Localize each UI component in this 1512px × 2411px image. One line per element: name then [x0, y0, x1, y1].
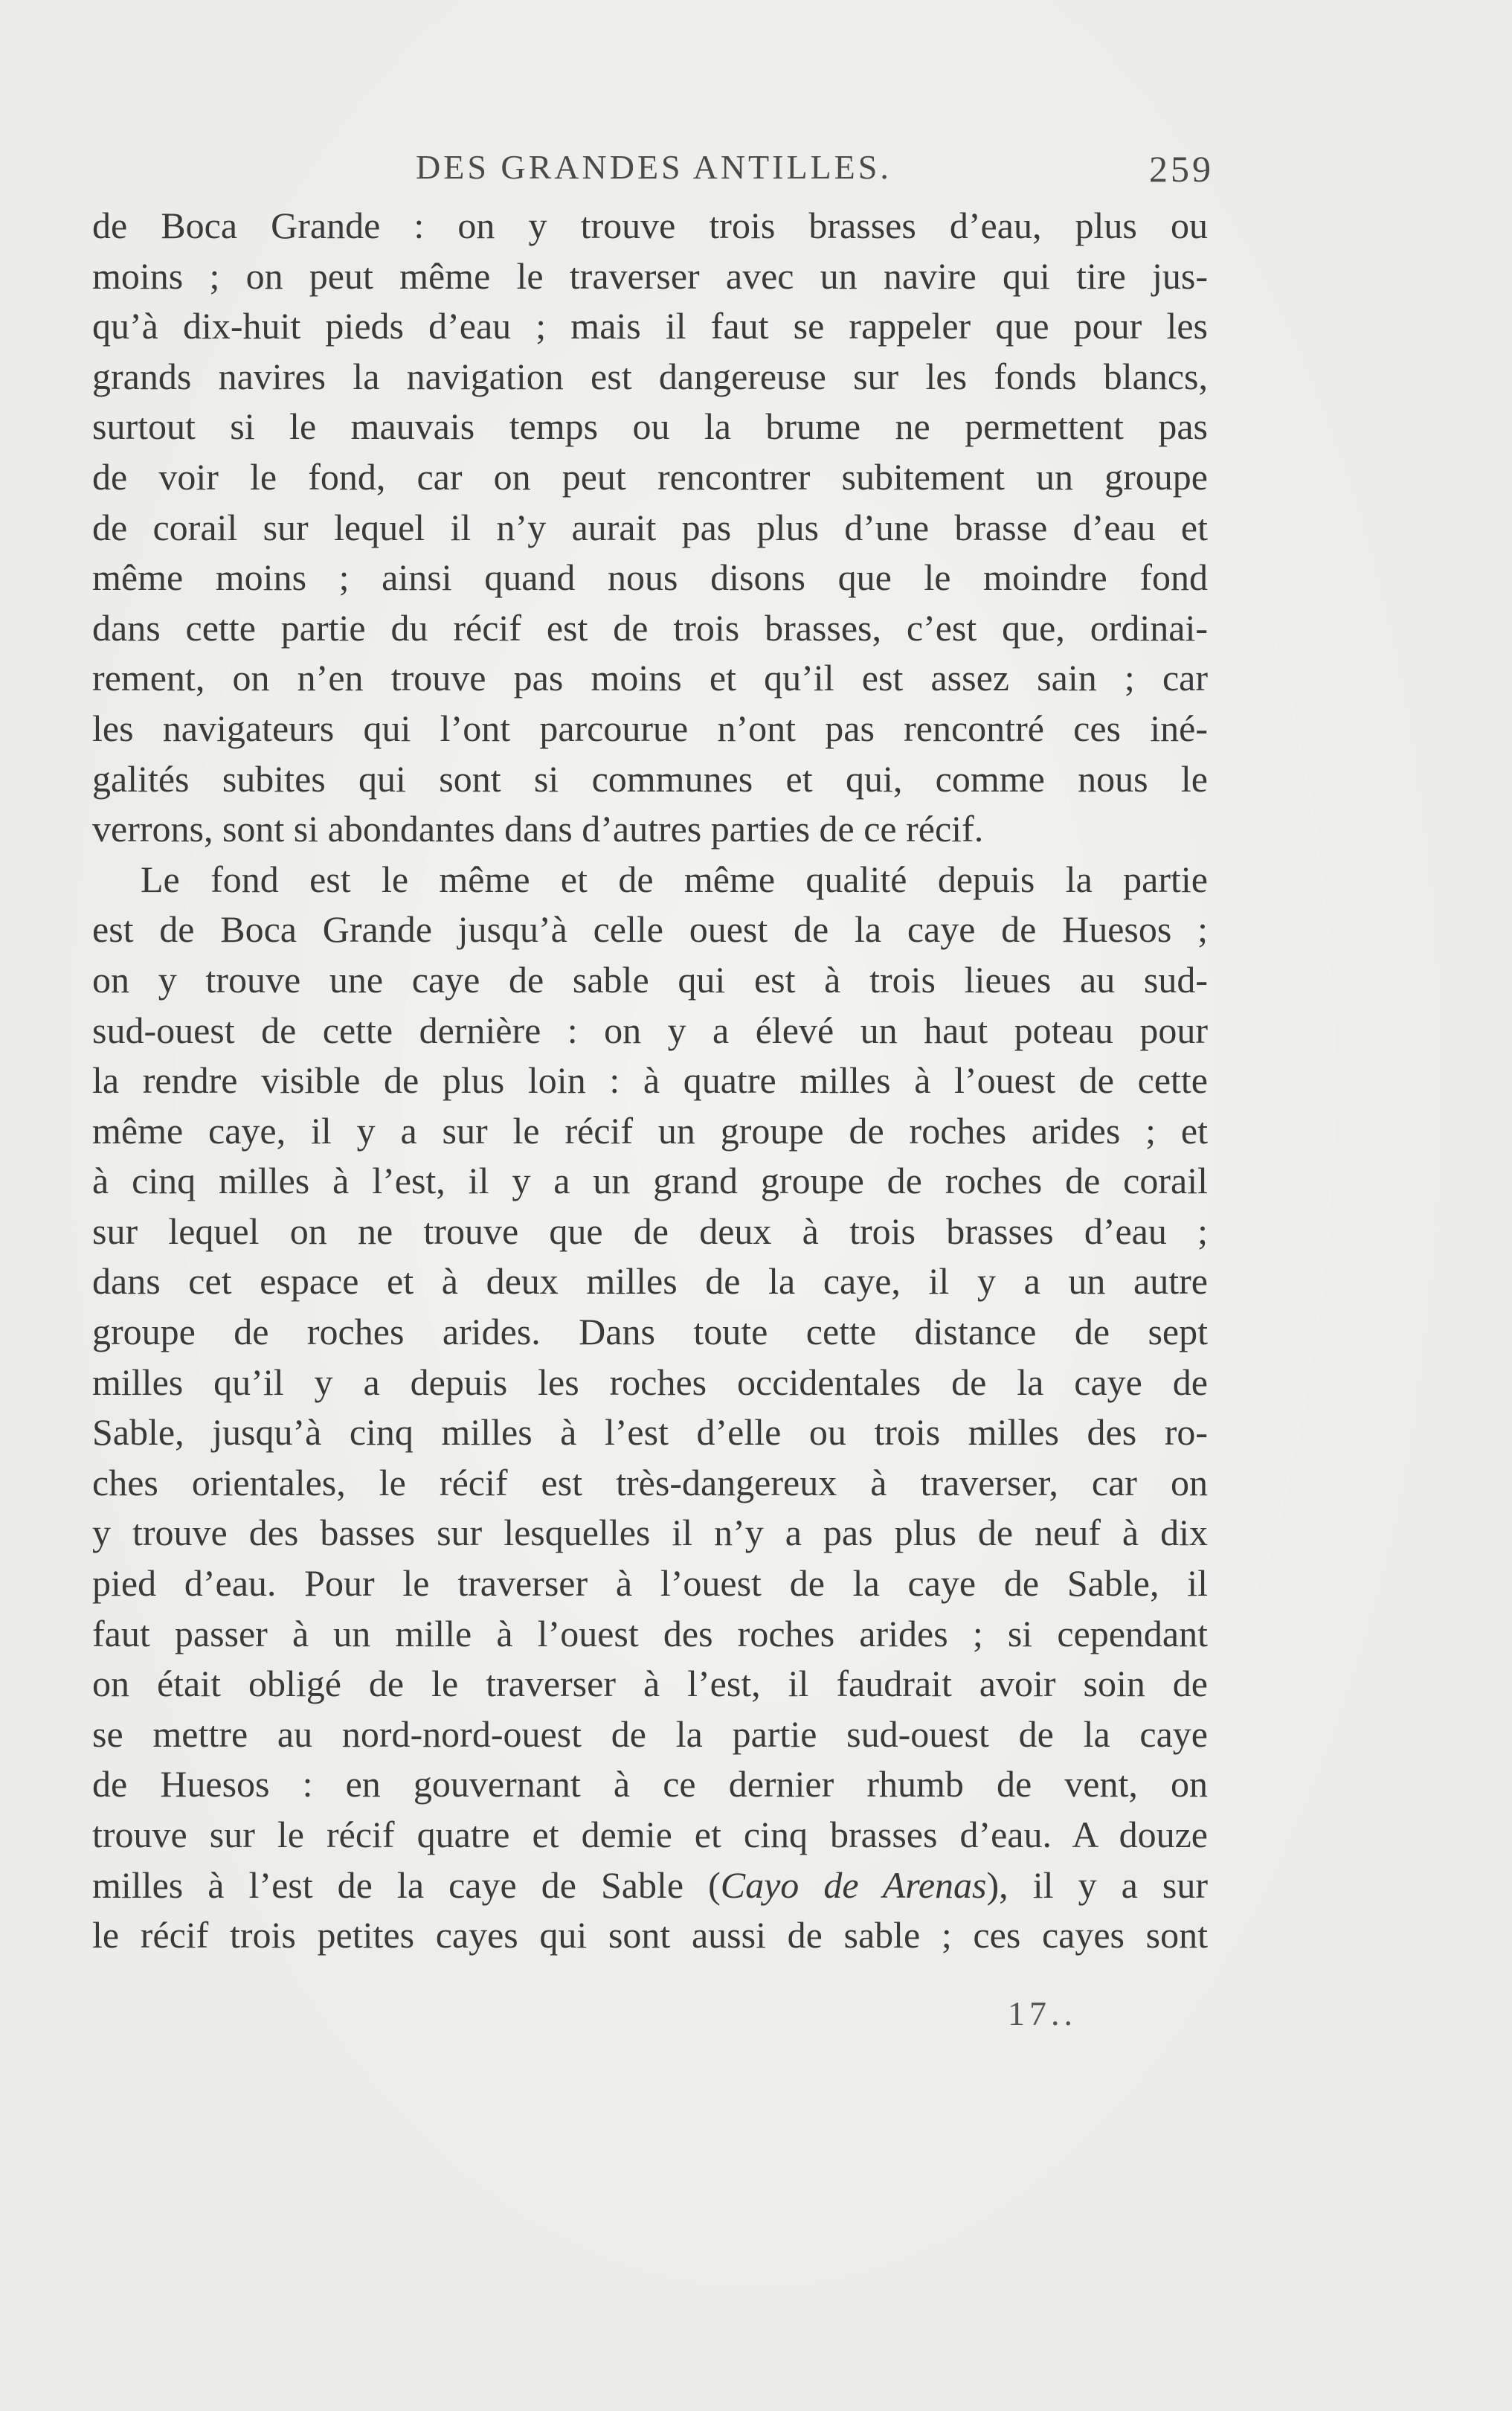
line-text: ), il y a sur [986, 1863, 1208, 1906]
text-line: on y trouve une caye de sable qui est à trois lieues au sud- [92, 958, 1208, 1001]
text-line: on était obligé de le traverser à l’est, il faudrait avoir soin de [92, 1663, 1208, 1705]
line-text: milles à l’est de la caye de Sable ( [92, 1863, 721, 1906]
text-line: rement, on n’en trouve pas moins et qu’il est assez sain ; car [92, 657, 1208, 699]
text-line: même moins ; ainsi quand nous disons que le moindre fond [92, 556, 1208, 599]
italic-place-name: Cayo de Arenas [720, 1863, 987, 1906]
text-line: pied d’eau. Pour le traverser à l’ouest de la caye de Sable, il [92, 1562, 1208, 1605]
text-line: de corail sur lequel il n’y aurait pas plus d’une brasse d’eau et [92, 506, 1208, 548]
text-line: galités subites qui sont si communes et qui, comme nous le [92, 757, 1208, 800]
page-header [92, 147, 1214, 192]
text-line: Sable, jusqu’à cinq milles à l’est d’elle ou trois milles des ro- [92, 1411, 1208, 1454]
text-line: de Huesos : en gouvernant à ce dernier rhumb de vent, on [92, 1763, 1208, 1805]
text-line: le récif trois petites cayes qui sont aussi de sable ; ces cayes sont [92, 1914, 1208, 1956]
text-line: de Boca Grande : on y trouve trois brasses d’eau, plus ou [92, 205, 1208, 246]
text-line: moins ; on peut même le traverser avec un navire qui tire jus- [92, 254, 1208, 297]
text-line: à cinq milles à l’est, il y a un grand groupe de roches de corail [92, 1160, 1208, 1202]
text-line: trouve sur le récif quatre et demie et cinq brasses d’eau. A douze [92, 1814, 1208, 1855]
text-line: se mettre au nord-nord-ouest de la partie sud-ouest de la caye [92, 1712, 1208, 1755]
body-text [92, 201, 1208, 1961]
signature-mark: 17.. [1008, 1994, 1077, 2032]
text-line-with-italic [92, 1861, 1208, 1911]
page-number: 259 [1149, 148, 1214, 190]
text-line: grands navires la navigation est dangereuse sur les fonds blancs, [92, 355, 1208, 397]
running-title: DES GRANDES ANTILLES. [416, 148, 892, 186]
text-line: même caye, il y a sur le récif un groupe de roches arides ; et [92, 1109, 1208, 1152]
text-line: sud-ouest de cette dernière : on y a élevé un haut poteau pour [92, 1009, 1208, 1051]
text-line: faut passer à un mille à l’ouest des roches arides ; si cependant [92, 1612, 1208, 1654]
paragraph-start-line: Le fond est le même et de même qualité depuis la partie [141, 858, 1208, 900]
text-line: sur lequel on ne trouve que de deux à trois brasses d’eau ; [92, 1210, 1208, 1252]
text-line: les navigateurs qui l’ont parcourue n’ont pas rencontré ces iné- [92, 707, 1208, 749]
text-line: surtout si le mauvais temps ou la brume ne permettent pas [92, 405, 1208, 448]
text-line: dans cet espace et à deux milles de la caye, il y a un autre [92, 1260, 1208, 1303]
text-line: est de Boca Grande jusqu’à celle ouest de la caye de Huesos ; [92, 908, 1208, 951]
text-line: la rendre visible de plus loin : à quatre milles à l’ouest de cette [92, 1059, 1208, 1102]
text-line: qu’à dix-huit pieds d’eau ; mais il faut se rappeler que pour les [92, 305, 1208, 347]
text-line: y trouve des basses sur lesquelles il n’y a pas plus de neuf à dix [92, 1512, 1208, 1554]
text-line: milles qu’il y a depuis les roches occidentales de la caye de [92, 1361, 1208, 1403]
text-line: dans cette partie du récif est de trois brasses, c’est que, ordinai- [92, 606, 1208, 649]
text-line: groupe de roches arides. Dans toute cette distance de sept [92, 1311, 1208, 1353]
text-line: de voir le fond, car on peut rencontrer subitement un groupe [92, 455, 1208, 498]
text-line: ches orientales, le récif est très-dangereux à traverser, car on [92, 1461, 1208, 1503]
paragraph-end-line: verrons, sont si abondantes dans d’autres parties de ce récif. [92, 808, 984, 850]
